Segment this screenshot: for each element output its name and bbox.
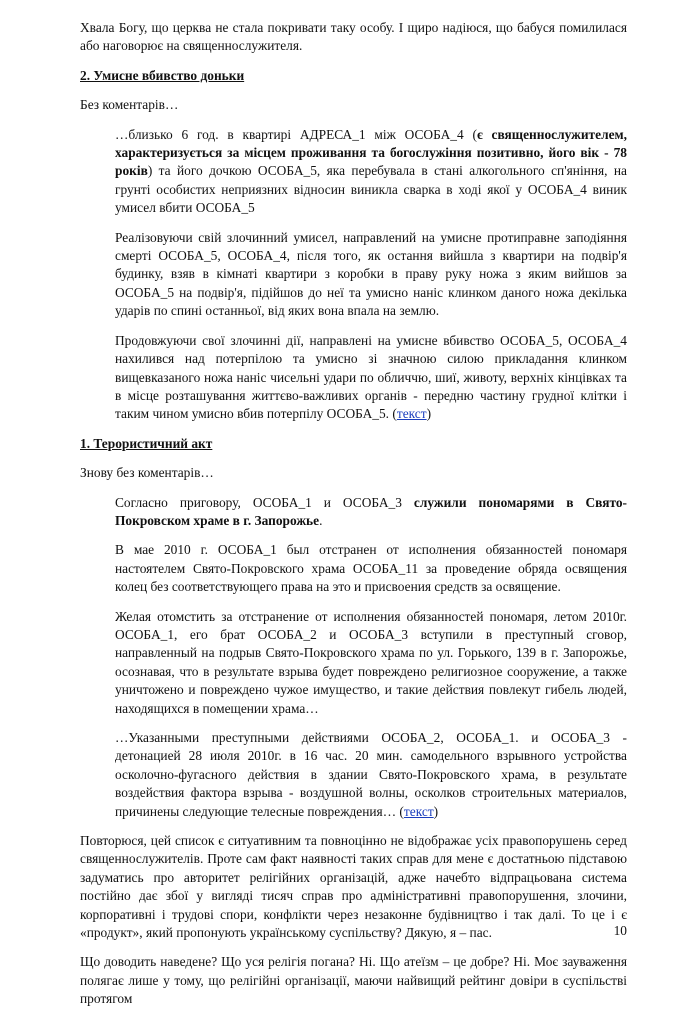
conclusion-paragraph-2: Що доводить наведене? Що уся релігія погана? Ні. Що атеїзм – це добре? Ні. Моє зауваження полягає лише у тому, що релігійні організації, маючи найвищий рейтинг довіри в суспільстві протягом [80,954,627,1007]
quote-murder-1 [115,126,627,218]
quote-text: . [319,512,323,528]
quote-text: …Указанными преступными действиями ОСОБА_2, ОСОБА_1. и ОСОБА_3 - детонацией 28 июля 2010г. в 16 час. 20 мин. самодельного взрывного устройства осколочно-фугасного действия в здании Свято-Покровского храма, в результате воздействия фактора взрыва - воздушной волны, осколков строительных материалов, причинены следующие телесные повреждения… ( [115,730,627,819]
quote-text: Продовжуючи свої злочинні дії, направлені на умисне вбивство ОСОБА_5, ОСОБА_4 нахилився над потерпілою та умисно зі значною силою прикладання клинком вищевказаного ножа наніс чисельні удари по обличчю, шиї, животу, верхніх кінцівках та в місце розташування життєво-важливих органів - передню частину грудної клітки і таким чином умисно вбив потерпілу ОСОБА_5. ( [115,332,627,422]
intro-paragraph: Хвала Богу, що церква не стала покривати таку особу. І щиро надіюся, що бабуся помилилася або наговорює на священнослужителя. [80,20,627,54]
conclusion-paragraph-1: Повторюся, цей список є ситуативним та повноцінно не відображає усіх правопорушень серед священнослужителів. Проте сам факт наявності таких справ для мене є достатньою підставою задуматись про авторитет релігійних організацій, адже начебто відпрацьована система постійно дає збої у вигляді тисяч справ про адміністративні правопорушення, злочини, корпоративні і трудові спори, конфлікти через незаконне будівництво і так далі. То це і є «продукт», який пропонують українському суспільству? Дякую, я – пас. [80,833,627,941]
quote-text: ) [426,406,432,422]
document-page [80,19,627,1020]
page-number: 10 [613,923,627,938]
quote-terror-1 [115,494,627,531]
section-note-terror: Знову без коментарів… [80,465,214,481]
quote-text: Согласно приговору, ОСОБА_1 и ОСОБА_3 [115,494,414,510]
quote-text: ) [433,803,439,819]
section-heading-terror: 1. Терористичний акт [80,435,213,451]
section-note-murder: Без коментарів… [80,97,179,113]
source-link-murder[interactable]: текст [396,406,427,422]
quote-bold-text: є священнослужителем, характеризується за місцем проживання та богослужіння позитивно, його вік - 78 років [115,126,627,179]
source-link-terror[interactable]: текст [403,803,434,819]
quote-terror-3: Желая отомстить за отстранение от исполнения обязанностей пономаря, летом 2010г. ОСОБА_1, его брат ОСОБА_2 и ОСОБА_3 вступили в преступный сговор, направленный на подрыв Свято-Покровского храма по ул. Горького, 139 в г. Запорожье, осознавая, что в результате взрыва будет повреждено религиозное сооружение, а также уничтожено и повреждено чужое имущество, и такие действия повлекут гибель людей, находящихся в помещении храма… [115,608,627,716]
quote-terror-4 [115,729,627,821]
quote-murder-3 [115,332,627,424]
quote-text: ) та його дочкою ОСОБА_5, яка перебувала в стані алкогольного сп'яніння, на грунті особистих неприязних відносин виникла сварка в ході якої у ОСОБА_4 виник умисел вбити ОСОБА_5 [115,163,627,216]
quote-bold-text: служили пономарями в Свято-Покровском храме в г. Запорожье [115,494,627,528]
quote-text: …близько 6 год. в квартирі АДРЕСА_1 між ОСОБА_4 ( [115,126,477,142]
quote-murder-2: Реалізовуючи свій злочинний умисел, направлений на умисне протиправне заподіяння смерті ОСОБА_5, ОСОБА_4, після того, як остання вийшла з квартири на подвір'я будинку, взяв в кімнаті квартири з коробки в праву руку ножа з яким вийшов за ОСОБА_5 на подвір'я, підійшов до неї та умисно наніс клинком даного ножа декілька ударів по спині останньої, від яких вона впала на землю. [115,229,627,319]
section-heading-murder: 2. Умисне вбивство доньки [80,67,245,83]
quote-terror-2: В мае 2010 г. ОСОБА_1 был отстранен от исполнения обязанностей пономаря настоятелем Свято-Покровского храма ОСОБА_11 за проведение обряда освящения колец без соответствующего права на это и присвоения средств за освящение. [115,542,627,595]
